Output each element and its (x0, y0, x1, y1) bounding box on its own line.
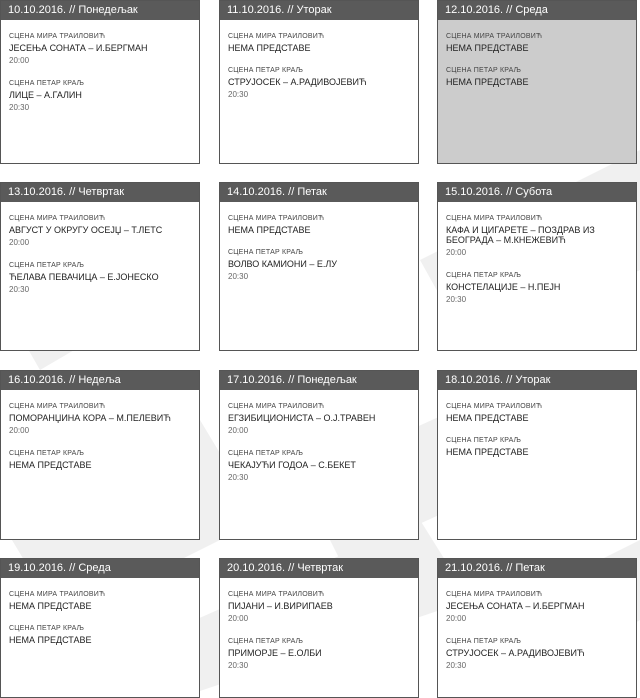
stage-name: СЦЕНА ПЕТАР КРАЉ (228, 249, 304, 256)
play-title[interactable]: ПРИМОРЈЕ – Е.ОЛБИ (228, 648, 322, 658)
day-header: 20.10.2016. // Четвртак (220, 559, 418, 578)
day-header: 11.10.2016. // Уторак (220, 1, 418, 20)
venue-block (228, 66, 410, 100)
show-time: 20:30 (228, 272, 249, 281)
day-card (0, 370, 200, 540)
day-header: 10.10.2016. // Понедељак (1, 1, 199, 20)
stage-name: СЦЕНА ПЕТАР КРАЉ (9, 80, 85, 87)
day-card (219, 0, 419, 164)
play-title[interactable]: СТРУЈОСЕК – А.РАДИВОЈЕВИЋ (446, 648, 585, 658)
venue-block (9, 79, 191, 113)
show-time: 20:30 (446, 661, 467, 670)
stage-name: СЦЕНА ПЕТАР КРАЉ (228, 450, 304, 457)
stage-name: СЦЕНА МИРА ТРАИЛОВИЋ (228, 33, 325, 40)
day-header: 17.10.2016. // Понедељак (220, 371, 418, 390)
show-time: 20:00 (9, 238, 30, 247)
stage-name: СЦЕНА ПЕТАР КРАЉ (446, 67, 522, 74)
day-header: 13.10.2016. // Четвртак (1, 183, 199, 202)
show-time: 20:00 (9, 426, 30, 435)
day-card (219, 558, 419, 698)
stage-name: СЦЕНА ПЕТАР КРАЉ (228, 638, 304, 645)
venue-block (9, 449, 191, 470)
day-card (437, 0, 637, 164)
show-time: 20:30 (228, 90, 249, 99)
show-time: 20:00 (446, 614, 467, 623)
venue-block (9, 590, 191, 611)
play-title[interactable]: ПИЈАНИ – И.ВИРИПАЕВ (228, 601, 333, 611)
stage-name: СЦЕНА МИРА ТРАИЛОВИЋ (9, 591, 106, 598)
show-time: 20:30 (9, 285, 30, 294)
stage-name: СЦЕНА ПЕТАР КРАЉ (228, 67, 304, 74)
venue-block (9, 214, 191, 248)
venue-block (228, 402, 410, 436)
play-title[interactable]: ЛИЦЕ – А.ГАЛИН (9, 90, 82, 100)
stage-name: СЦЕНА ПЕТАР КРАЉ (9, 450, 85, 457)
play-title[interactable]: ЈЕСЕЊА СОНАТА – И.БЕРГМАН (446, 601, 585, 611)
show-time: 20:30 (228, 661, 249, 670)
venue-block (446, 637, 628, 671)
play-title[interactable]: НЕМА ПРЕДСТАВЕ (9, 601, 92, 611)
venue-block (446, 436, 628, 457)
venue-block (446, 32, 628, 53)
play-title[interactable]: ЈЕСЕЊА СОНАТА – И.БЕРГМАН (9, 43, 148, 53)
show-time: 20:30 (9, 103, 30, 112)
show-time: 20:00 (446, 248, 467, 257)
play-title[interactable]: ЧЕКАЈУЋИ ГОДОА – С.БЕКЕТ (228, 460, 356, 470)
stage-name: СЦЕНА ПЕТАР КРАЉ (9, 625, 85, 632)
day-header: 21.10.2016. // Петак (438, 559, 636, 578)
day-card (437, 370, 637, 540)
play-title[interactable]: ЕГЗИБИЦИОНИСТА – О.Ј.ТРАВЕН (228, 413, 376, 423)
play-title[interactable]: ВОЛВО КАМИОНИ – Е.ЛУ (228, 259, 338, 269)
day-header: 14.10.2016. // Петак (220, 183, 418, 202)
day-card (219, 182, 419, 351)
play-title[interactable]: НЕМА ПРЕДСТАВЕ (9, 460, 92, 470)
play-title[interactable]: КАФА И ЦИГАРЕТЕ – ПОЗДРАВ ИЗ БЕОГРАДА – М.КНЕЖЕВИЋ (446, 225, 595, 245)
venue-block (9, 32, 191, 66)
venue-block (446, 271, 628, 305)
show-time: 20:30 (228, 473, 249, 482)
stage-name: СЦЕНА МИРА ТРАИЛОВИЋ (9, 33, 106, 40)
venue-block (228, 248, 410, 282)
day-header: 16.10.2016. // Недеља (1, 371, 199, 390)
day-card (219, 370, 419, 540)
show-time: 20:00 (9, 56, 30, 65)
day-card (437, 182, 637, 351)
venue-block (446, 214, 628, 258)
stage-name: СЦЕНА МИРА ТРАИЛОВИЋ (228, 403, 325, 410)
venue-block (446, 590, 628, 624)
play-title[interactable]: НЕМА ПРЕДСТАВЕ (228, 43, 311, 53)
venue-block (228, 590, 410, 624)
day-card (437, 558, 637, 698)
stage-name: СЦЕНА МИРА ТРАИЛОВИЋ (446, 33, 543, 40)
venue-block (228, 32, 410, 53)
venue-block (228, 637, 410, 671)
play-title[interactable]: АВГУСТ У ОКРУГУ ОСЕЈЏ – Т.ЛЕТС (9, 225, 163, 235)
venue-block (9, 261, 191, 295)
venue-block (9, 402, 191, 436)
day-card (0, 558, 200, 698)
play-title[interactable]: НЕМА ПРЕДСТАВЕ (9, 635, 92, 645)
stage-name: СЦЕНА ПЕТАР КРАЉ (446, 437, 522, 444)
play-title[interactable]: ПОМОРАНЏИНА КОРА – М.ПЕЛЕВИЋ (9, 413, 171, 423)
play-title[interactable]: НЕМА ПРЕДСТАВЕ (446, 43, 529, 53)
stage-name: СЦЕНА МИРА ТРАИЛОВИЋ (9, 215, 106, 222)
day-header: 19.10.2016. // Среда (1, 559, 199, 578)
stage-name: СЦЕНА ПЕТАР КРАЉ (446, 272, 522, 279)
play-title[interactable]: СТРУЈОСЕК – А.РАДИВОЈЕВИЋ (228, 77, 367, 87)
show-time: 20:00 (228, 426, 249, 435)
stage-name: СЦЕНА ПЕТАР КРАЉ (446, 638, 522, 645)
play-title[interactable]: НЕМА ПРЕДСТАВЕ (228, 225, 311, 235)
play-title[interactable]: НЕМА ПРЕДСТАВЕ (446, 413, 529, 423)
play-title[interactable]: НЕМА ПРЕДСТАВЕ (446, 77, 529, 87)
stage-name: СЦЕНА МИРА ТРАИЛОВИЋ (228, 215, 325, 222)
stage-name: СЦЕНА МИРА ТРАИЛОВИЋ (446, 591, 543, 598)
play-title[interactable]: КОНСТЕЛАЦИЈЕ – Н.ПЕЈН (446, 282, 561, 292)
play-title[interactable]: ЋЕЛАВА ПЕВАЧИЦА – Е.ЈОНЕСКО (9, 272, 159, 282)
venue-block (228, 449, 410, 483)
day-header: 15.10.2016. // Субота (438, 183, 636, 202)
stage-name: СЦЕНА МИРА ТРАИЛОВИЋ (228, 591, 325, 598)
show-time: 20:30 (446, 295, 467, 304)
venue-block (228, 214, 410, 235)
day-card (0, 182, 200, 351)
stage-name: СЦЕНА МИРА ТРАИЛОВИЋ (446, 403, 543, 410)
day-header: 12.10.2016. // Среда (438, 1, 636, 20)
day-card (0, 0, 200, 164)
stage-name: СЦЕНА МИРА ТРАИЛОВИЋ (9, 403, 106, 410)
stage-name: СЦЕНА МИРА ТРАИЛОВИЋ (446, 215, 543, 222)
venue-block (446, 66, 628, 87)
stage-name: СЦЕНА ПЕТАР КРАЉ (9, 262, 85, 269)
venue-block (9, 624, 191, 645)
day-header: 18.10.2016. // Уторак (438, 371, 636, 390)
venue-block (446, 402, 628, 423)
show-time: 20:00 (228, 614, 249, 623)
play-title[interactable]: НЕМА ПРЕДСТАВЕ (446, 447, 529, 457)
